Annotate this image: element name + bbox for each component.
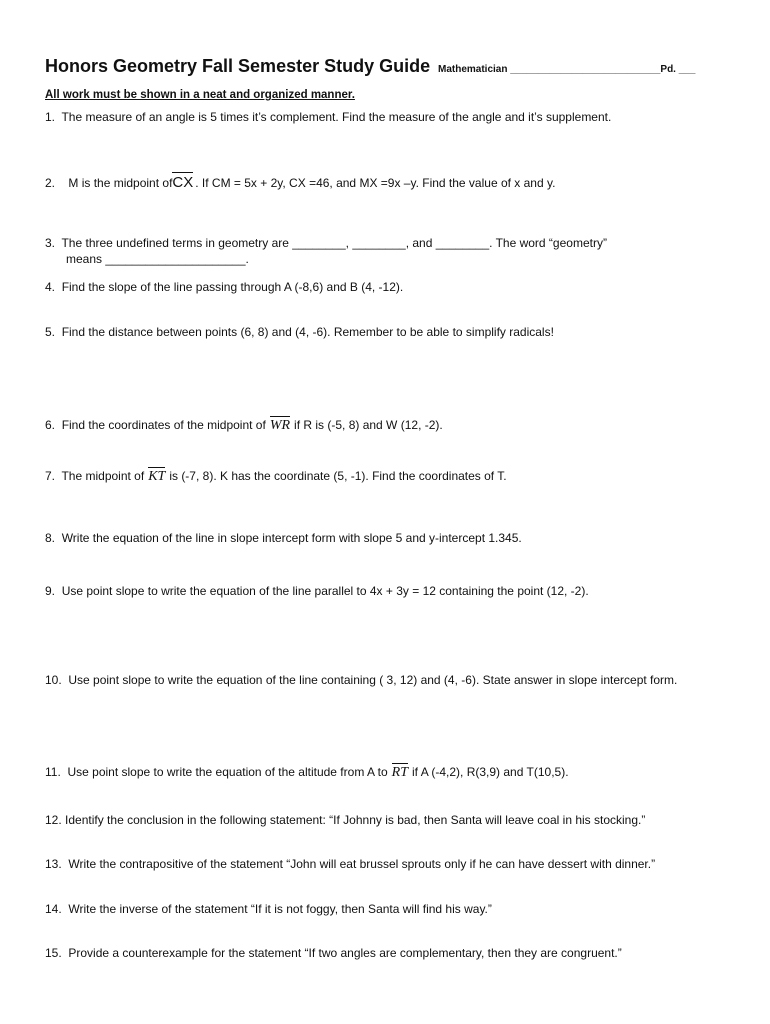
question-11 [45,763,569,781]
question-7 [45,467,507,485]
question-2 [45,172,555,191]
question-number: 5. [45,325,56,339]
question-text-continued: if A (-4,2), R(3,9) and T(10,5). [412,765,569,779]
question-text: The three undefined terms in geometry are ________, ________, and ________. The word “geometry” [61,236,607,250]
question-text: Find the coordinates of the midpoint of [61,418,266,432]
question-text-continued: if R is (-5, 8) and W (12, -2). [294,418,443,432]
question-number: 4. [45,280,56,294]
segment-cx: CX [172,174,194,191]
question-number: 10. [45,673,62,687]
question-text: Find the slope of the line passing through A (-8,6) and B (4, -12). [61,280,404,294]
question-text: Identify the conclusion in the following statement: “If Johnny is bad, then Santa will leave coal in his stocking.” [65,813,646,827]
question-number: 7. [45,469,56,483]
question-5 [45,325,554,339]
question-text: Find the distance between points (6, 8) and (4, -6). Remember to be able to simplify radicals! [61,325,554,339]
question-text: Use point slope to write the equation of the line containing ( 3, 12) and (4, -6). State answer in slope intercept form. [68,673,678,687]
question-text: The measure of an angle is 5 times it’s complement. Find the measure of the angle and it’s supplement. [61,110,612,124]
question-text: The midpoint of [61,469,145,483]
question-9 [45,584,589,598]
question-13 [45,857,655,871]
segment-kt: KT [148,469,166,484]
question-number: 9. [45,584,56,598]
question-14 [45,902,492,916]
question-number: 14. [45,902,62,916]
question-text: Write the inverse of the statement “If it is not foggy, then Santa will find his way.” [68,902,492,916]
question-text: M is the midpoint of [68,176,173,190]
question-10 [45,673,677,687]
question-number: 1. [45,110,56,124]
question-text: Provide a counterexample for the statement “If two angles are complementary, then they are congruent.” [68,946,622,960]
question-text: Write the equation of the line in slope intercept form with slope 5 and y-intercept 1.345. [61,531,522,545]
page-title: Honors Geometry Fall Semester Study Guide [45,56,431,76]
question-number: 11. [45,765,61,779]
instructions: All work must be shown in a neat and organized manner. [45,89,355,101]
question-number: 15. [45,946,62,960]
question-number: 8. [45,531,56,545]
question-number: 3. [45,236,56,250]
question-15 [45,946,622,960]
question-number: 6. [45,418,56,432]
question-8 [45,531,522,545]
question-12 [45,813,645,827]
question-text: Use point slope to write the equation of the line parallel to 4x + 3y = 12 containing the point (12, -2). [61,584,589,598]
question-number: 13. [45,857,62,871]
question-6 [45,416,443,434]
question-4 [45,280,403,294]
question-number: 2. [45,176,56,190]
question-text: Use point slope to write the equation of the altitude from A to [67,765,388,779]
question-3 [45,236,607,250]
name-period-line: Mathematician ___________________________Pd. ___ [438,64,696,75]
question-text-continued: is (-7, 8). K has the coordinate (5, -1). Find the coordinates of T. [169,469,507,483]
question-number: 12. [45,813,62,827]
question-text: Write the contrapositive of the statement “John will eat brussel sprouts only if he can have dessert with dinner.” [68,857,656,871]
question-1 [45,110,611,124]
question-text-continued: . If CM = 5x + 2y, CX =46, and MX =9x –y. Find the value of x and y. [195,176,556,190]
segment-rt: RT [391,765,409,780]
segment-wr: WR [269,418,291,433]
question-3-continued: means _____________________. [66,252,249,266]
